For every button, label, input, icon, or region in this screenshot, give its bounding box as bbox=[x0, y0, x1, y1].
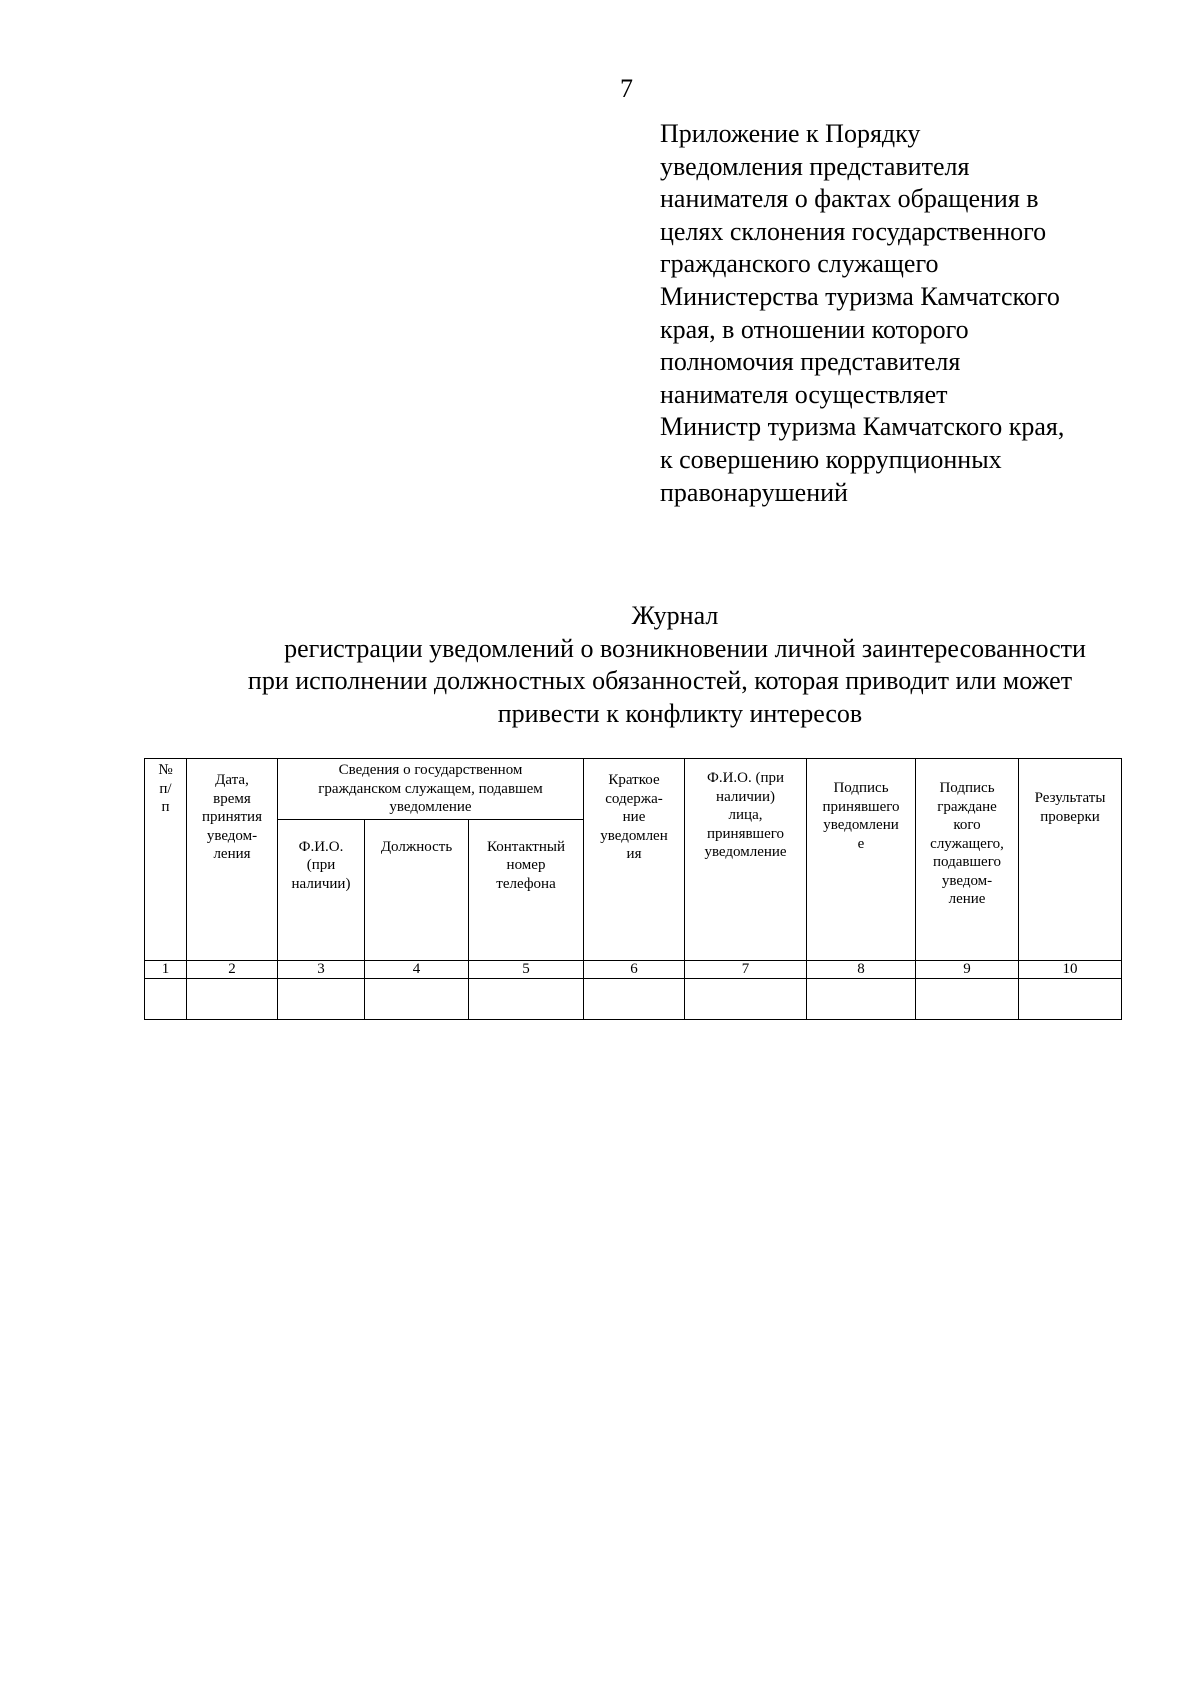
appendix-line: нанимателя о фактах обращения в bbox=[660, 184, 1039, 214]
header-cell-position: Должность bbox=[365, 819, 469, 960]
journal-subtitle-line: регистрации уведомлений о возникновении личной заинтересованности bbox=[284, 633, 1086, 663]
column-number: 8 bbox=[807, 960, 916, 978]
column-number: 7 bbox=[685, 960, 807, 978]
appendix-line: Министр туризма Камчатского края, bbox=[660, 412, 1065, 442]
empty-cell bbox=[365, 978, 469, 1019]
header-cell-receiver-signature: Подпись принявшего уведомлени е bbox=[807, 759, 916, 961]
appendix-line: нанимателя осуществляет bbox=[660, 379, 948, 409]
appendix-line: полномочия представителя bbox=[660, 347, 961, 377]
column-number: 2 bbox=[187, 960, 278, 978]
appendix-reference bbox=[660, 118, 1130, 509]
empty-cell bbox=[278, 978, 365, 1019]
column-numbers-row bbox=[145, 960, 1122, 978]
empty-cell bbox=[469, 978, 584, 1019]
header-cell-check-results: Результаты проверки bbox=[1019, 759, 1122, 961]
appendix-line: целях склонения государственного bbox=[660, 216, 1047, 246]
header-cell-servant-signature: Подпись граждане кого служащего, подавшего уведом- ление bbox=[916, 759, 1019, 961]
header-cell-number: № п/ п bbox=[145, 759, 187, 961]
journal-title: Журнал bbox=[631, 601, 719, 630]
page-number: 7 bbox=[620, 74, 633, 103]
appendix-line: края, в отношении которого bbox=[660, 314, 969, 344]
journal-subtitle-line: привести к конфликту интересов bbox=[497, 698, 863, 728]
header-cell-summary: Краткое содержа- ние уведомлен ия bbox=[584, 759, 685, 961]
empty-cell bbox=[145, 978, 187, 1019]
column-number: 5 bbox=[469, 960, 584, 978]
empty-cell bbox=[916, 978, 1019, 1019]
header-cell-servant-info: Сведения о государственном гражданском служащем, подавшем уведомление bbox=[278, 759, 584, 820]
column-number: 10 bbox=[1019, 960, 1122, 978]
column-number: 4 bbox=[365, 960, 469, 978]
empty-cell bbox=[1019, 978, 1122, 1019]
appendix-line: к совершению коррупционных bbox=[660, 444, 1002, 474]
appendix-line: правонарушений bbox=[660, 477, 848, 507]
appendix-line: гражданского служащего bbox=[660, 249, 939, 279]
header-cell-date: Дата, время принятия уведом- ления bbox=[187, 759, 278, 961]
empty-cell bbox=[685, 978, 807, 1019]
column-number: 6 bbox=[584, 960, 685, 978]
appendix-line: уведомления представителя bbox=[660, 151, 970, 181]
header-cell-phone: Контактный номер телефона bbox=[469, 819, 584, 960]
header-cell-receiver-name: Ф.И.О. (при наличии) лица, принявшего уведомление bbox=[685, 759, 807, 961]
journal-heading bbox=[100, 600, 1200, 730]
empty-cell bbox=[584, 978, 685, 1019]
empty-cell bbox=[187, 978, 278, 1019]
appendix-line: Приложение к Порядку bbox=[660, 119, 921, 148]
table-row bbox=[145, 978, 1122, 1019]
journal-subtitle-line: при исполнении должностных обязанностей, которая приводит или может bbox=[247, 666, 1073, 695]
appendix-line: Министерства туризма Камчатского bbox=[660, 281, 1060, 311]
empty-cell bbox=[807, 978, 916, 1019]
column-number: 3 bbox=[278, 960, 365, 978]
journal-table bbox=[144, 758, 1122, 1020]
column-number: 9 bbox=[916, 960, 1019, 978]
header-cell-full-name: Ф.И.О. (при наличии) bbox=[278, 819, 365, 960]
column-number: 1 bbox=[145, 960, 187, 978]
